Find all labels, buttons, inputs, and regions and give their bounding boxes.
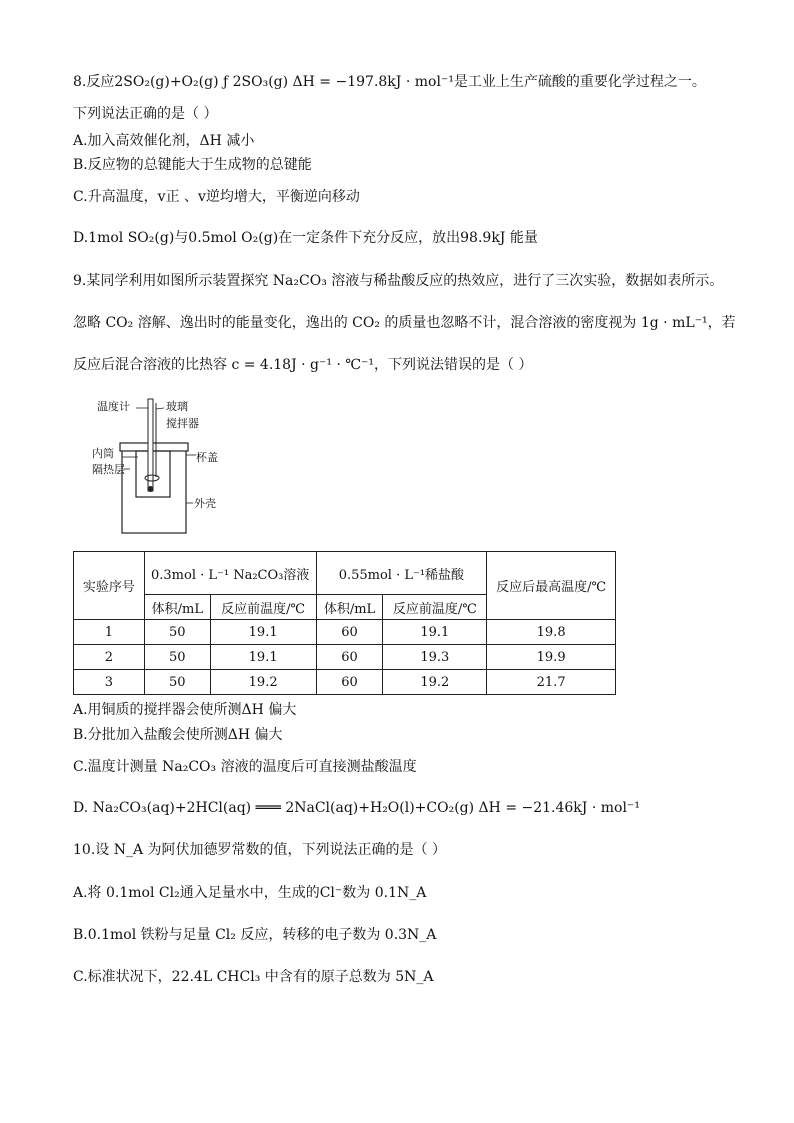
q9-option-c: C.温度计测量 Na₂CO₃ 溶液的温度后可直接测盐酸温度 [73, 759, 417, 775]
label-insulation: 隔热层 [92, 463, 125, 476]
q8-option-b: B.反应物的总键能大于生成物的总键能 [73, 157, 312, 173]
label-thermometer: 温度计 [97, 400, 130, 413]
experiment-table [73, 551, 616, 695]
cell: 19.1 [210, 620, 316, 645]
table-row [74, 645, 616, 670]
th-temp-2: 反应前温度/℃ [383, 595, 487, 620]
cell: 60 [316, 645, 383, 670]
label-inner: 内筒 [92, 447, 114, 460]
calorimeter-diagram [92, 395, 232, 535]
q8-option-c: C.升高温度，v正 、v逆均增大，平衡逆向移动 [73, 189, 360, 205]
q9-option-b: B.分批加入盐酸会使所测ΔH 偏大 [73, 727, 283, 743]
thermometer [148, 399, 153, 491]
label-stirrer: 搅拌器 [166, 417, 199, 430]
th-volume-1: 体积/mL [144, 595, 210, 620]
cell: 19.9 [487, 645, 616, 670]
cell: 19.8 [487, 620, 616, 645]
cell: 50 [144, 670, 210, 695]
label-lid: 杯盖 [196, 451, 218, 464]
q8-option-a: A.加入高效催化剂，ΔH 减小 [73, 133, 255, 149]
lid [120, 443, 188, 451]
th-max-temp: 反应后最高温度/℃ [487, 552, 616, 620]
q8-stem-line2: 下列说法正确的是（ ） [73, 106, 218, 122]
th-hcl: 0.55mol · L⁻¹稀盐酸 [316, 552, 487, 595]
label-glass: 玻璃 [166, 400, 188, 413]
q10-option-c: C.标准状况下，22.4L CHCl₃ 中含有的原子总数为 5N_A [73, 969, 434, 985]
q9-stem-line2: 忽略 CO₂ 溶解、逸出时的能量变化，逸出的 CO₂ 的质量也忽略不计，混合溶液的密度视为 1g · mL⁻¹，若 [73, 315, 736, 331]
th-index: 实验序号 [74, 552, 145, 620]
th-na2co3: 0.3mol · L⁻¹ Na₂CO₃溶液 [144, 552, 316, 595]
th-temp-1: 反应前温度/℃ [210, 595, 316, 620]
outer-shell [122, 450, 186, 533]
th-volume-2: 体积/mL [316, 595, 383, 620]
cell: 19.2 [210, 670, 316, 695]
cell: 19.3 [383, 645, 487, 670]
q9-option-d: D. Na₂CO₃(aq)+2HCl(aq) ═══ 2NaCl(aq)+H₂O(l)+CO₂(g) ΔH = −21.46kJ · mol⁻¹ [73, 800, 640, 816]
cell: 19.1 [383, 620, 487, 645]
cell: 50 [144, 620, 210, 645]
table-row [74, 670, 616, 695]
cell: 3 [74, 670, 145, 695]
cell: 19.1 [210, 645, 316, 670]
table-row [74, 620, 616, 645]
cell: 60 [316, 620, 383, 645]
q8-option-d: D.1mol SO₂(g)与0.5mol O₂(g)在一定条件下充分反应，放出98.9kJ 能量 [73, 230, 538, 246]
cell: 50 [144, 645, 210, 670]
cell: 19.2 [383, 670, 487, 695]
q9-stem-line3: 反应后混合溶液的比热容 c = 4.18J · g⁻¹ · ℃⁻¹，下列说法错误的是（ ） [73, 357, 533, 373]
q10-stem: 10.设 N_A 为阿伏加德罗常数的值，下列说法正确的是（ ） [73, 842, 446, 858]
q10-option-b: B.0.1mol 铁粉与足量 Cl₂ 反应，转移的电子数为 0.3N_A [73, 927, 437, 943]
cell: 2 [74, 645, 145, 670]
q10-option-a: A.将 0.1mol Cl₂通入足量水中，生成的Cl⁻数为 0.1N_A [73, 885, 427, 901]
q9-stem-line1: 9.某同学利用如图所示装置探究 Na₂CO₃ 溶液与稀盐酸反应的热效应，进行了三次实验，数据如表所示。 [73, 273, 724, 289]
q9-option-a: A.用铜质的搅拌器会使所测ΔH 偏大 [73, 702, 297, 718]
q8-stem-line1: 8.反应2SO₂(g)+O₂(g) ƒ 2SO₃(g) ΔH = −197.8kJ · mol⁻¹是工业上生产硫酸的重要化学过程之一。 [73, 74, 706, 90]
cell: 1 [74, 620, 145, 645]
label-shell: 外壳 [194, 497, 216, 510]
cell: 21.7 [487, 670, 616, 695]
cell: 60 [316, 670, 383, 695]
